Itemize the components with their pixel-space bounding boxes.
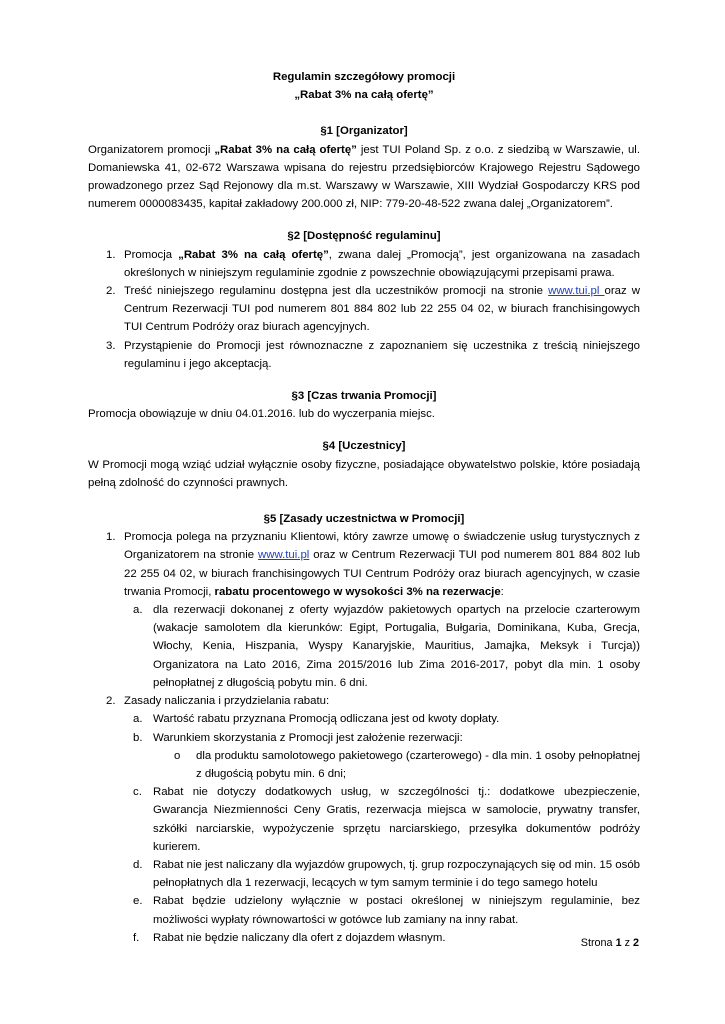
numbered-list (88, 246, 640, 373)
sub-list-item: a. dla rezerwacji dokonanej z oferty wyjazdów pakietowych opartych na przelocie czarterowym (wakacje samolotem dla kierunków: Egipt, Portugalia, Bułgaria, Dominikana, Kuba, Grecja, Włochy, Kenia, Hiszpania, Wyspy Kanaryjskie, Mauritius, Jamajka, Meksyk i Turcja)) Organizatora na Lato 2016, Zima 2015/2016 lub Zima 2016-2017, pobyt dla min. 1 osoby pełnopłatnej z długością pobytu min. 6 dni. (133, 604, 640, 689)
section-rules (88, 510, 640, 947)
page-footer: Strona 1 z 2 (580, 937, 639, 949)
tui-website-link[interactable]: www.tui.pl (548, 285, 605, 298)
list-item: 1. Promocja „Rabat 3% na całą ofertę”, zwana dalej „Promocją”, jest organizowana na zasadach określonych w niniejszym regulaminie zgodnie z powszechnie obowiązującymi przepisami prawa. (106, 248, 640, 279)
section-heading: §2 [Dostępność regulaminu] (287, 230, 441, 243)
section-paragraph: Promocja obowiązuje w dniu 04.01.2016. lub do wyczerpania miejsc. (88, 408, 435, 421)
page-total: 2 (632, 937, 639, 949)
sub-list-item: e. Rabat będzie udzielony wyłącznie w postaci określonej w niniejszym regulaminie, bez możliwości wypłaty równowartości w gotówce lub zamiany na inny rabat. (133, 895, 640, 926)
tui-website-link[interactable]: www.tui.pl (258, 549, 310, 562)
page-number: 1 (615, 937, 622, 949)
section-heading: §3 [Czas trwania Promocji] (291, 390, 437, 403)
list-item: 2. Treść niniejszego regulaminu dostępna jest dla uczestników promocji na stronie www.tui.pl oraz w Centrum Rezerwacji TUI pod numerem 801 884 802 lub 22 255 04 02, w biurach franchisingowych TUI Centrum Podróży oraz biurach agencyjnych. (106, 285, 640, 334)
section-availability (88, 227, 640, 373)
list-item: 3. Przystąpienie do Promocji jest równoznaczne z zapoznaniem się uczestnika z treścią niniejszego regulaminu i jego akceptacją. (106, 339, 640, 370)
sub-list-item: d. Rabat nie jest naliczany dla wyjazdów grupowych, tj. grup rozpoczynających się od min. 15 osób pełnopłatnych dla 1 rezerwacji, lecących w tym samym terminie i do tego samego hotelu (133, 858, 640, 890)
section-heading: §4 [Uczestnicy] (322, 440, 406, 453)
numbered-list (88, 528, 640, 947)
title-line-1: Regulamin szczegółowy promocji (272, 71, 456, 83)
sub-list-item: c. Rabat nie dotyczy dodatkowych usług, w szczególności tj.: dodatkowe ubezpieczenie, Gwarancja Niezmienności Ceny Gratis, rezerwacja miejsca w samolocie, prywatny transfer, szkółki narciarskie, wypożyczenie sprzętu narciarskiego, przesyłka dokumentów podróży kurierem. (133, 786, 640, 853)
list-item: 2. Zasady naliczania i przydzielania rabatu: (106, 695, 330, 708)
section-heading: §1 [Organizator] (320, 125, 408, 138)
bullet-icon: o (174, 749, 181, 762)
section-participants (88, 437, 640, 492)
document-title (88, 68, 640, 104)
bullet-item: o dla produktu samolotowego pakietowego (czarterowego) - dla min. 1 osoby pełnopłatnej z długością pobytu min. 6 dni; (88, 747, 640, 783)
list-item: 1. Promocja polega na przyznaniu Klientowi, który zawrze umowę o świadczenie usług turystycznych z Organizatorem na stronie www.tui.pl oraz w Centrum Rezerwacji TUI pod numerem 801 884 802 lub 22 255 04 02, w biurach franchisingowych TUI Centrum Podróży oraz biurach agencyjnych, w czasie trwania Promocji, rabatu procentowego w wysokości 3% na rezerwacje: (106, 531, 640, 598)
title-line-2: „Rabat 3% na całą ofertę” (294, 89, 434, 102)
document-page (88, 68, 640, 947)
section-paragraph: Organizatorem promocji „Rabat 3% na całą ofertę” jest TUI Poland Sp. z o.o. z siedzibą w Warszawie, ul. Domaniewska 41, 02-672 Warszawa wpisana do rejestru przedsiębiorców Krajowego Rejestru Sądowego prowadzonego przez Sąd Rejonowy dla m.st. Warszawy w Warszawie, XIII Wydział Gospodarczy KRS pod numerem 0000083435, kapitał zakładowy 200.000 zł, NIP: 779-20-48-522 zwana dalej „Organizatorem”. (88, 143, 640, 211)
sub-list-item: a. Wartość rabatu przyznana Promocją odliczana jest od kwoty dopłaty. (133, 713, 500, 726)
section-paragraph: W Promocji mogą wziąć udział wyłącznie osoby fizyczne, posiadające obywatelstwo polskie, które posiadają pełną zdolność do czynności prawnych. (88, 458, 640, 489)
sub-list-item: f. Rabat nie będzie naliczany dla ofert z dojazdem własnym. (133, 931, 446, 944)
section-duration (88, 387, 640, 423)
sub-list-item: b. Warunkiem skorzystania z Promocji jest założenie rezerwacji: (133, 731, 463, 744)
section-heading: §5 [Zasady uczestnictwa w Promocji] (263, 513, 465, 526)
section-organizer (88, 122, 640, 213)
